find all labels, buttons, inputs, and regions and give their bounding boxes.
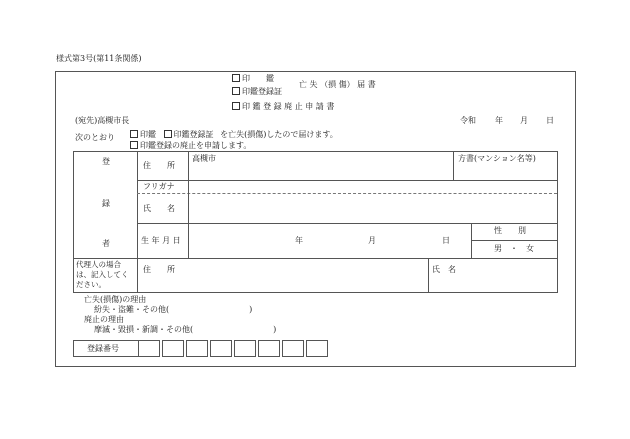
lost-reason-title: 亡失(損傷)の理由: [84, 295, 147, 304]
registrant-label-2: 録: [102, 199, 110, 208]
registration-number-label: 登録番号: [87, 344, 119, 353]
statement-lead: 次のとおり: [75, 133, 115, 142]
date-year: 年: [495, 116, 503, 125]
date-day: 日: [546, 116, 554, 125]
lost-reason-options[interactable]: 紛失・盗難・その他( ): [94, 305, 253, 314]
abolish-reason-title: 廃止の理由: [84, 315, 124, 324]
title-option-seal[interactable]: 印 鑑: [232, 74, 274, 83]
statement-option-1[interactable]: 印鑑 印鑑登録証 を亡失(損傷)したので届けます。: [130, 130, 338, 139]
title-lost-part: 亡 失 （損 傷） 届 書: [299, 80, 376, 89]
agent-label-3: ださい。: [76, 280, 106, 289]
form-frame: [55, 71, 576, 367]
registrant-label-1: 登: [102, 157, 110, 166]
name-label: 氏 名: [143, 204, 175, 213]
birth-year: 年: [295, 236, 303, 245]
date-month: 月: [520, 116, 528, 125]
title-option-card[interactable]: 印鑑登録証: [232, 87, 282, 96]
agent-label-2: は、記入してく: [76, 270, 129, 279]
address-value[interactable]: 高槻市: [192, 154, 216, 163]
registrant-label-3: 者: [102, 239, 110, 248]
address-note: 方書(マンション名等): [458, 154, 536, 163]
title-option-abolish[interactable]: 印 鑑 登 録 廃 止 申 請 書: [232, 102, 334, 111]
abolish-reason-options[interactable]: 摩滅・毀損・新調・その他( ): [94, 325, 277, 334]
date-era: 令和: [460, 116, 476, 125]
address-label: 住 所: [143, 161, 175, 170]
birth-label: 生 年 月 日: [141, 236, 181, 245]
agent-name-label: 氏 名: [432, 265, 456, 274]
statement-option-2[interactable]: 印鑑登録の廃止を申請します。: [130, 141, 251, 150]
birth-month: 月: [368, 236, 376, 245]
agent-label-1: 代理人の場合: [76, 260, 121, 269]
addressee: (宛先)高槻市長: [75, 116, 130, 125]
gender-label: 性 別: [494, 226, 526, 235]
form-number: 様式第3号(第11条関係): [56, 54, 142, 63]
agent-address-label: 住 所: [143, 265, 175, 274]
furigana-label: フリガナ: [143, 182, 175, 191]
birth-day: 日: [442, 236, 450, 245]
gender-options[interactable]: 男 ・ 女: [494, 244, 534, 253]
